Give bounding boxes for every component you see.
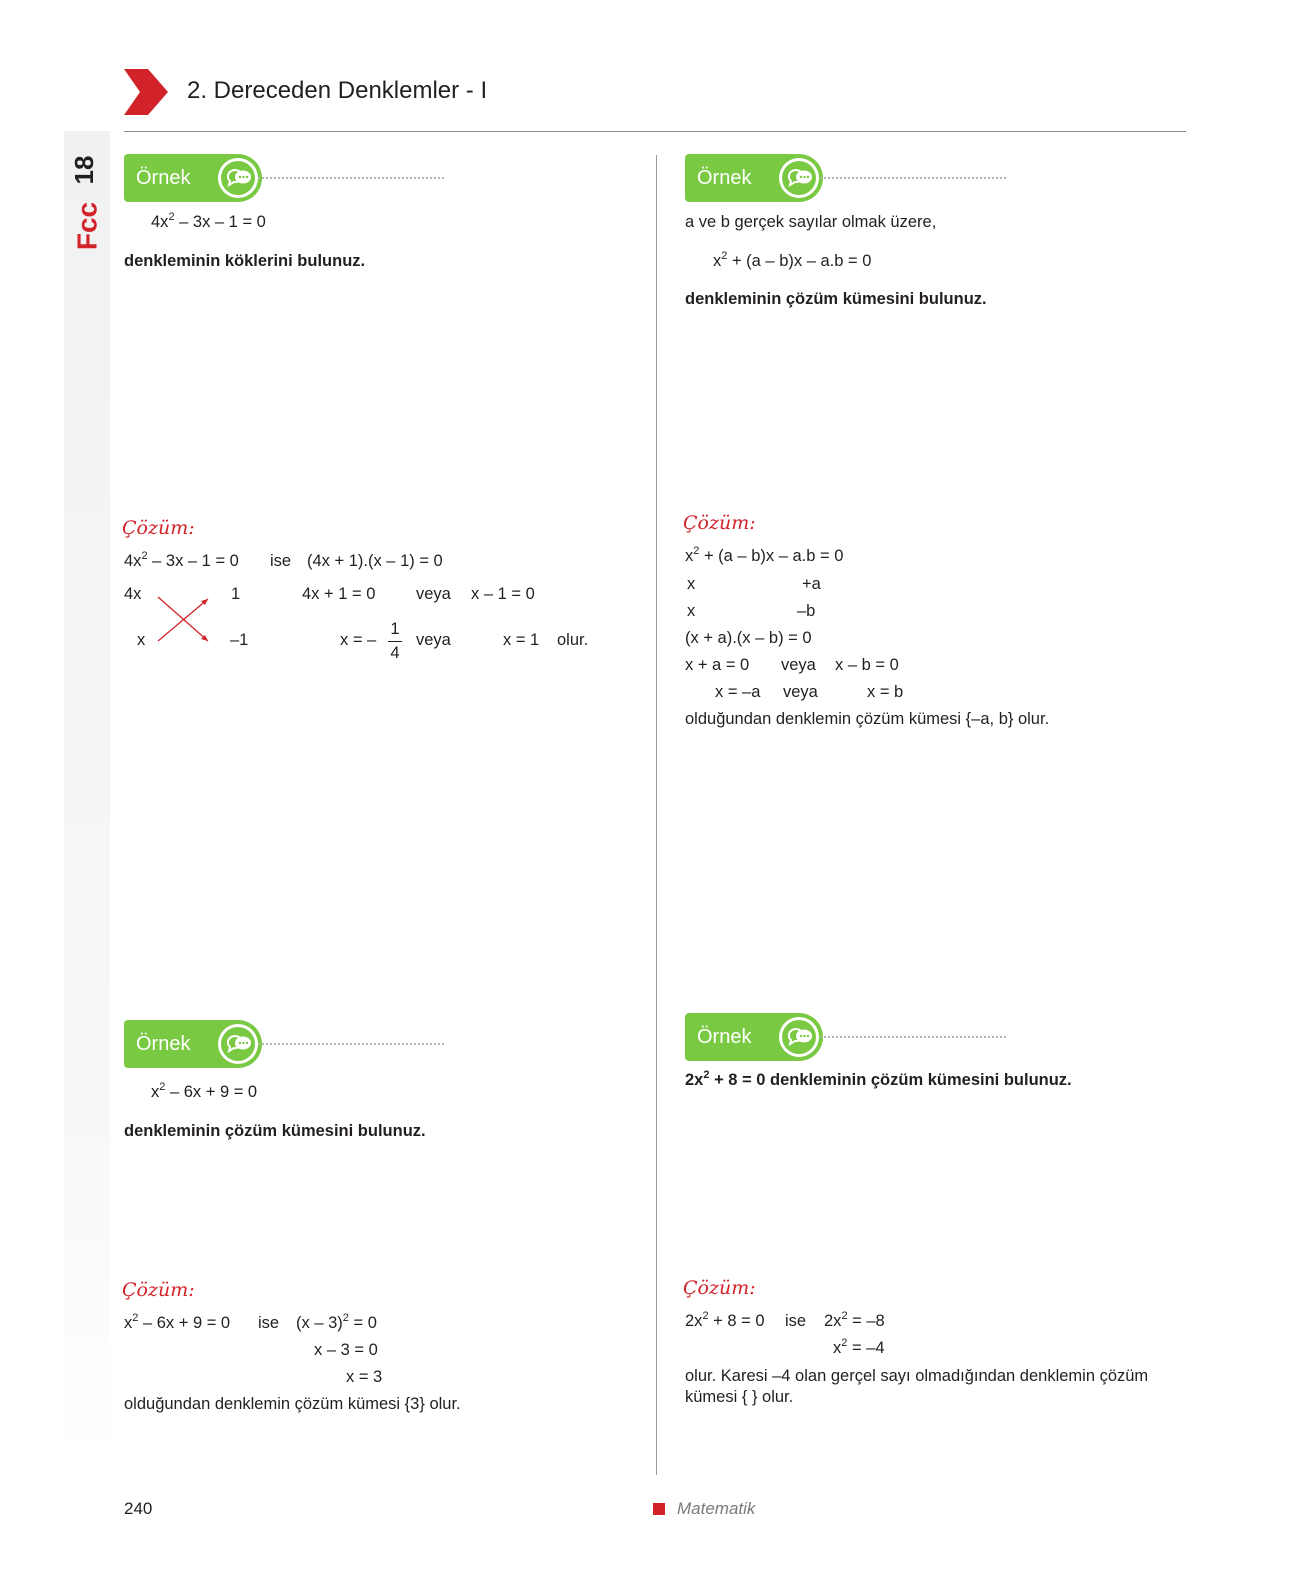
example-badge xyxy=(124,154,262,202)
factor-left: x xyxy=(687,575,696,593)
dotted-line xyxy=(258,1043,444,1045)
footer-square-icon xyxy=(653,1503,665,1515)
example-3-question: denkleminin çözüm kümesini bulunuz. xyxy=(124,1122,426,1140)
example-4-question: $2x^2 + 8 = 0$ denkleminin çözüm kümesini bulunuz. xyxy=(685,1069,1072,1089)
dotted-line xyxy=(820,1036,1006,1038)
page-number: 240 xyxy=(124,1499,153,1518)
veya-word: veya xyxy=(783,683,818,701)
svg-text:Fcc: Fcc xyxy=(71,201,103,251)
solution-3-factored: (x – 3)$^2$ = 0 xyxy=(296,1312,377,1332)
ise-word: ise xyxy=(270,552,292,570)
solution-1-line-1: $4x^2 - 3x - 1 = 0$ xyxy=(124,550,239,570)
cross-multiplication-arrows-icon xyxy=(155,594,213,646)
example-2-question: denkleminin çözüm kümesini bulunuz. xyxy=(685,290,987,308)
side-strip xyxy=(64,131,110,1461)
solution-3-line-3: x = 3 xyxy=(346,1368,383,1386)
factor-right: –b xyxy=(797,602,816,620)
badge-label: Örnek xyxy=(136,1033,191,1055)
root-2-value: x = b xyxy=(867,683,904,701)
solution-4-line-1: $2x^2 + 8 = 0$ xyxy=(685,1310,765,1330)
cross-top-left: 4x xyxy=(124,585,142,603)
olur-word: olur. xyxy=(557,631,589,649)
dotted-line xyxy=(258,177,444,179)
example-3-equation: $x^2 - 6x + 9 = 0$ xyxy=(151,1081,258,1101)
root-1-value: x = – xyxy=(340,631,377,649)
solution-4-line-3: olur. Karesi –4 olan gerçel sayı olmadığından denklemin çözüm xyxy=(685,1367,1149,1385)
root-eq-1: x + a = 0 xyxy=(685,656,750,674)
fascicle-number-text: 18 xyxy=(68,155,99,185)
solution-3-conclusion: olduğundan denklemin çözüm kümesi {3} olur. xyxy=(124,1395,461,1413)
root-eq-2: x – 1 = 0 xyxy=(471,585,535,603)
example-badge xyxy=(685,154,823,202)
solution-label: Çözüm: xyxy=(683,512,756,534)
example-1-question: denkleminin köklerini bulunuz. xyxy=(124,252,366,270)
chevron-logo-icon xyxy=(124,69,168,115)
ise-word: ise xyxy=(258,1314,280,1332)
fraction-denominator: 4 xyxy=(390,644,400,662)
ise-word: ise xyxy=(785,1312,807,1330)
fraction-numerator: 1 xyxy=(390,620,400,638)
solution-1-factored: (4x + 1).(x – 1) = 0 xyxy=(307,552,443,570)
root-2-value: x = 1 xyxy=(503,631,540,649)
solution-4-step: $2x^2 = -8$ xyxy=(824,1310,885,1330)
badge-label: Örnek xyxy=(697,1026,752,1048)
root-eq-2: x – b = 0 xyxy=(835,656,899,674)
example-badge xyxy=(685,1013,823,1061)
cross-bottom-left: x xyxy=(137,631,146,649)
solution-3-line-1: $x^2 - 6x + 9 = 0$ xyxy=(124,1312,231,1332)
header-divider xyxy=(124,131,1186,132)
solution-label: Çözüm: xyxy=(122,1279,195,1301)
example-badge xyxy=(124,1020,262,1068)
page-title: 2. Dereceden Denklemler - I xyxy=(187,77,488,104)
root-eq-1: 4x + 1 = 0 xyxy=(302,585,376,603)
column-divider xyxy=(656,155,657,1475)
factor-right: +a xyxy=(802,575,821,593)
dotted-line xyxy=(820,177,1006,179)
example-1-equation: $4x^2 - 3x - 1 = 0$ xyxy=(151,211,266,231)
solution-2-line-4: (x + a).(x – b) = 0 xyxy=(685,629,812,647)
factor-left: x xyxy=(687,602,696,620)
solution-2-line-1: $x^2 + (a - b)x - a.b = 0$ xyxy=(685,545,844,565)
footer-subject: Matematik xyxy=(677,1499,756,1518)
fraction-bar xyxy=(388,641,402,642)
cross-top-right: 1 xyxy=(231,585,241,603)
badge-label: Örnek xyxy=(697,167,752,189)
solution-2-conclusion: olduğundan denklemin çözüm kümesi {–a, b} olur. xyxy=(685,710,1050,728)
veya-word: veya xyxy=(781,656,816,674)
brand-logo-icon xyxy=(72,198,106,254)
cross-bottom-right: –1 xyxy=(230,631,249,649)
solution-4-line-4: kümesi { } olur. xyxy=(685,1388,794,1406)
solution-label: Çözüm: xyxy=(122,517,195,539)
badge-label: Örnek xyxy=(136,167,191,189)
solution-3-line-2: x – 3 = 0 xyxy=(314,1341,378,1359)
veya-word: veya xyxy=(416,585,451,603)
solution-label: Çözüm: xyxy=(683,1277,756,1299)
example-2-equation: $x^2 + (a - b)x - a.b = 0$ xyxy=(713,250,872,270)
root-1-value: x = –a xyxy=(715,683,761,701)
veya-word: veya xyxy=(416,631,451,649)
solution-4-line-2: $x^2 = -4$ xyxy=(833,1337,885,1357)
fascicle-number xyxy=(68,150,106,190)
example-2-intro: a ve b gerçek sayılar olmak üzere, xyxy=(685,213,937,231)
